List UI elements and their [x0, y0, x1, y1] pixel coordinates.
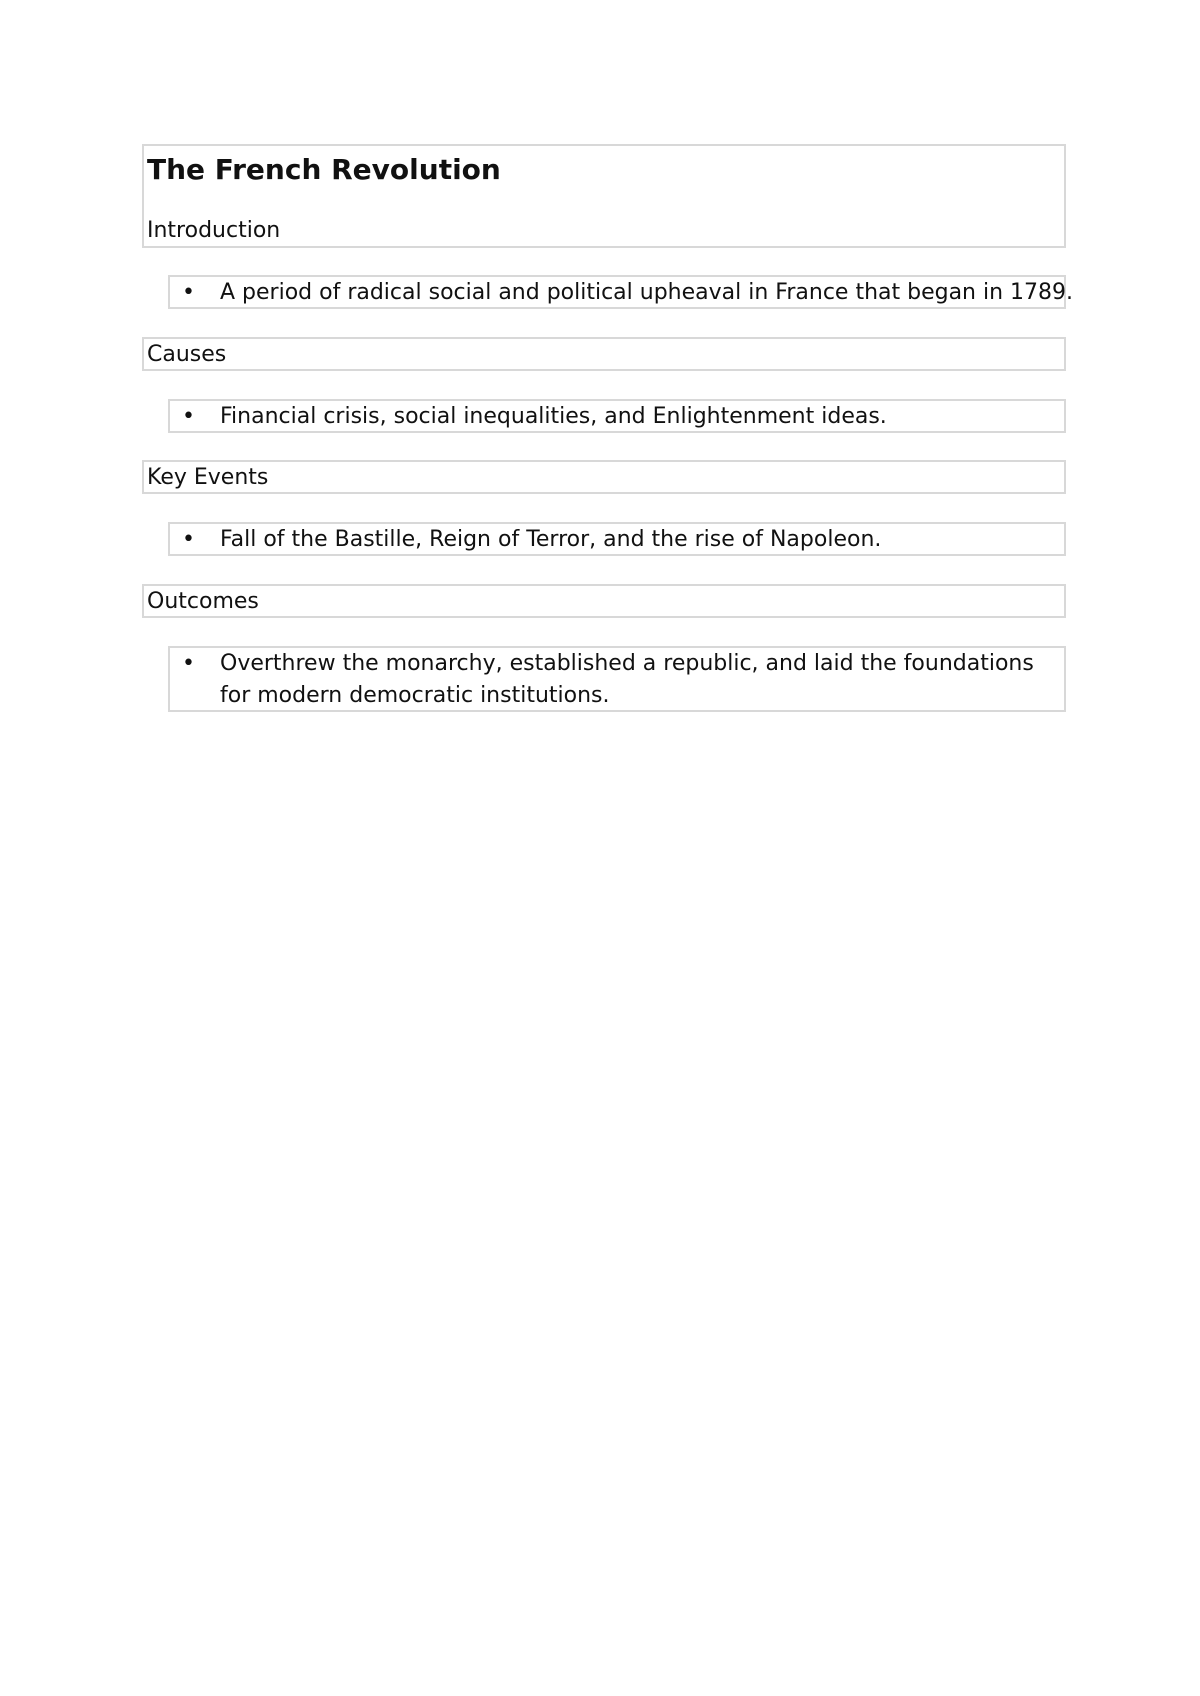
bullet-text-causes: Financial crisis, social inequalities, and Enlightenment ideas. [220, 404, 887, 429]
document-title: The French Revolution [147, 153, 501, 186]
bullet-text-introduction: A period of radical social and political upheaval in France that began in 1789. [220, 280, 1074, 305]
bullet-marker: • [182, 404, 195, 429]
bullet-marker: • [182, 280, 195, 305]
section-heading-introduction: Introduction [147, 218, 281, 243]
bullet-item-outcomes [168, 646, 1066, 712]
bullet-text-outcomes: Overthrew the monarchy, established a republic, and laid the foundations for modern democratic institutions. [220, 651, 1034, 708]
bullet-item-causes [168, 399, 1066, 433]
section-heading-outcomes-block [142, 584, 1066, 618]
bullet-item-introduction [168, 275, 1074, 309]
title-block [142, 144, 1066, 248]
bullet-text-key-events: Fall of the Bastille, Reign of Terror, and the rise of Napoleon. [220, 527, 882, 552]
section-heading-outcomes: Outcomes [147, 589, 259, 614]
section-heading-causes: Causes [147, 342, 227, 367]
section-heading-key-events-block [142, 460, 1066, 494]
section-heading-key-events: Key Events [147, 465, 269, 490]
bullet-marker: • [182, 527, 195, 552]
bullet-marker: • [182, 651, 195, 676]
bullet-item-key-events [168, 522, 1066, 556]
section-heading-causes-block [142, 337, 1066, 371]
